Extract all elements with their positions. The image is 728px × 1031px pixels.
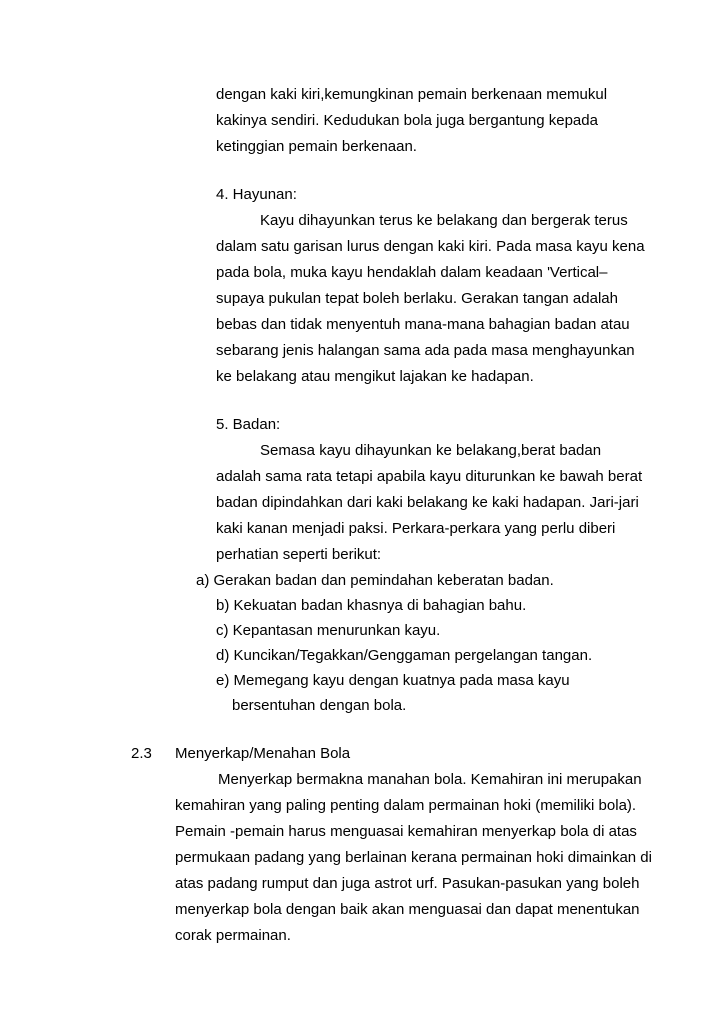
- paragraph-line: badan dipindahkan dari kaki belakang ke kaki hadapan. Jari-jari: [216, 494, 639, 511]
- paragraph-line: kemahiran yang paling penting dalam permainan hoki (memiliki bola).: [175, 797, 637, 814]
- paragraph-line: perhatian seperti berikut:: [216, 546, 382, 563]
- section-number: 2.3: [131, 745, 152, 762]
- paragraph-line: pada bola, muka kayu hendaklah dalam keadaan 'Vertical–: [216, 264, 608, 281]
- paragraph-line: Kayu dihayunkan terus ke belakang dan bergerak terus: [260, 212, 628, 229]
- list-item: a) Gerakan badan dan pemindahan keberatan badan.: [196, 572, 554, 589]
- paragraph-line: ketinggian pemain berkenaan.: [216, 138, 417, 155]
- list-item: e) Memegang kayu dengan kuatnya pada masa kayu: [216, 672, 570, 689]
- paragraph-line: Pemain -pemain harus menguasai kemahiran menyerkap bola di atas: [175, 823, 637, 840]
- paragraph-line: corak permainan.: [175, 927, 291, 944]
- paragraph-line: adalah sama rata tetapi apabila kayu diturunkan ke bawah berat: [216, 468, 643, 485]
- section-title: Menyerkap/Menahan Bola: [175, 745, 351, 762]
- paragraph-line: Menyerkap bermakna manahan bola. Kemahiran ini merupakan: [218, 771, 642, 788]
- paragraph-line: atas padang rumput dan juga astrot urf. Pasukan-pasukan yang boleh: [175, 875, 640, 892]
- list-item-continuation: bersentuhan dengan bola.: [232, 697, 407, 714]
- list-item: d) Kuncikan/Tegakkan/Genggaman pergelangan tangan.: [216, 647, 593, 664]
- paragraph-line: permukaan padang yang berlainan kerana permainan hoki dimainkan di: [175, 849, 652, 866]
- list-item: c) Kepantasan menurunkan kayu.: [216, 622, 441, 639]
- paragraph-line: menyerkap bola dengan baik akan menguasai dan dapat menentukan: [175, 901, 640, 918]
- paragraph-line: bebas dan tidak menyentuh mana-mana bahagian badan atau: [216, 316, 630, 333]
- paragraph-line: kaki kanan menjadi paksi. Perkara-perkara yang perlu diberi: [216, 520, 616, 537]
- paragraph-line: dengan kaki kiri,kemungkinan pemain berkenaan memukul: [216, 86, 608, 103]
- paragraph-line: Semasa kayu dihayunkan ke belakang,berat badan: [260, 442, 602, 459]
- hayunan-heading: 4. Hayunan:: [216, 186, 297, 203]
- paragraph-line: dalam satu garisan lurus dengan kaki kiri. Pada masa kayu kena: [216, 238, 645, 255]
- paragraph-line: supaya pukulan tepat boleh berlaku. Gerakan tangan adalah: [216, 290, 618, 307]
- paragraph-line: kakinya sendiri. Kedudukan bola juga bergantung kepada: [216, 112, 598, 129]
- badan-heading: 5. Badan:: [216, 416, 281, 433]
- paragraph-line: ke belakang atau mengikut lajakan ke hadapan.: [216, 368, 534, 385]
- list-item: b) Kekuatan badan khasnya di bahagian bahu.: [216, 597, 527, 614]
- paragraph-line: sebarang jenis halangan sama ada pada masa menghayunkan: [216, 342, 635, 359]
